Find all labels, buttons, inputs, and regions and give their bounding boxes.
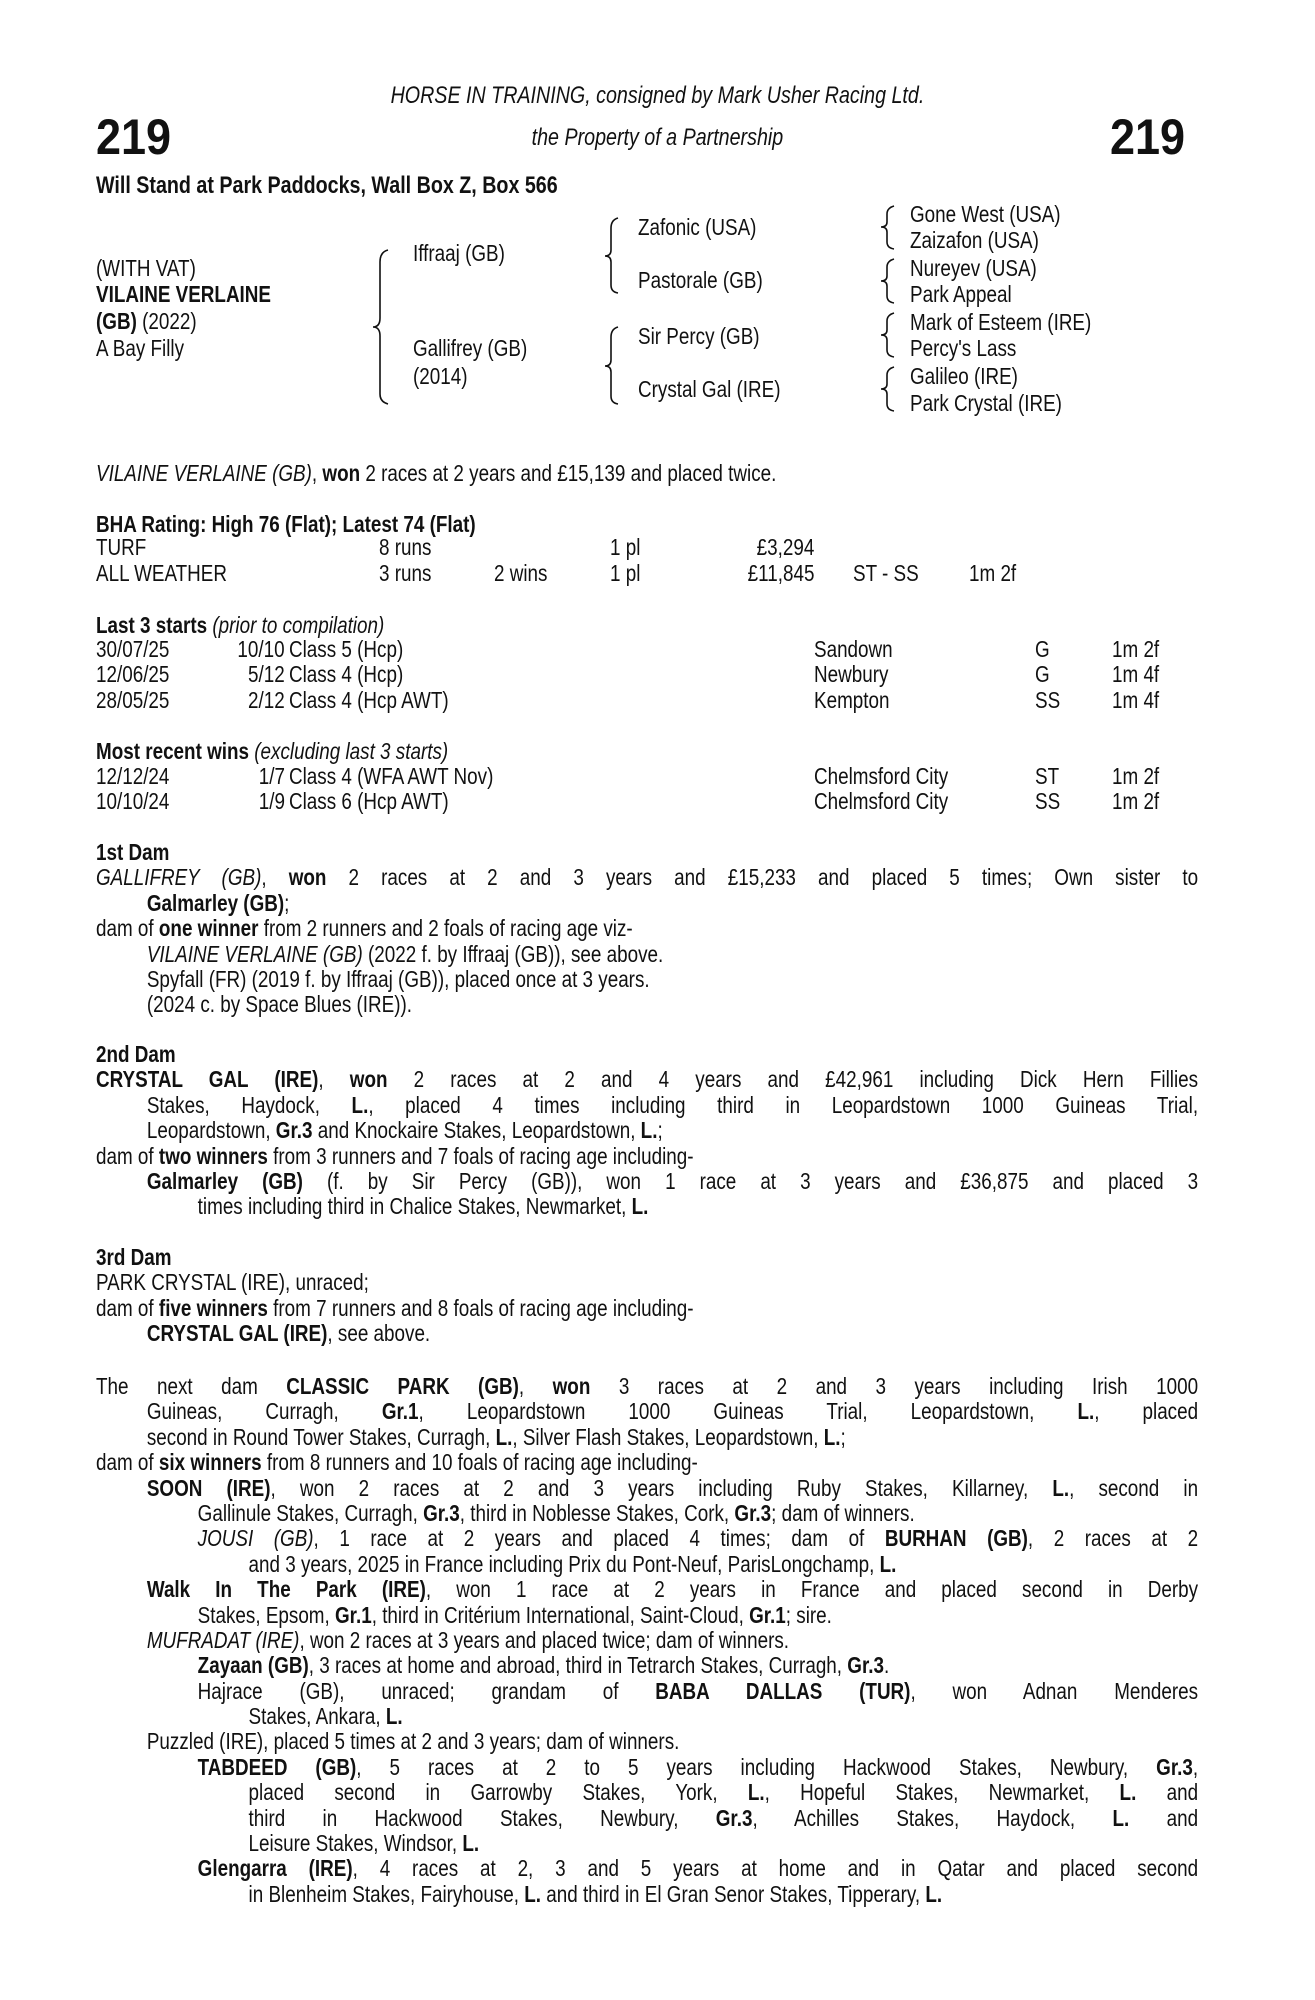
bold-text: L. bbox=[351, 1092, 369, 1118]
recent-wins-title: Most recent wins bbox=[96, 738, 250, 764]
grandparent-ancestor bbox=[910, 363, 1042, 389]
text-line bbox=[96, 1856, 1198, 1881]
grandparent-ancestor bbox=[910, 201, 1094, 227]
stand-location-text: Will Stand at Park Paddocks, Wall Box Z, Box 566 bbox=[96, 172, 558, 199]
table-row bbox=[0, 637, 1315, 662]
brace-icon bbox=[373, 250, 388, 404]
text: , Hopeful Stakes, Newmarket, bbox=[764, 1780, 1120, 1806]
last3-title: Last 3 starts bbox=[96, 612, 208, 638]
bold-text: Gr.3 bbox=[275, 1117, 313, 1144]
bold-text: six winners bbox=[158, 1449, 262, 1476]
text: dam of bbox=[96, 915, 159, 942]
text-line bbox=[96, 1577, 1198, 1602]
text-line bbox=[96, 1679, 1198, 1704]
race-summary bbox=[96, 460, 926, 486]
text-line bbox=[96, 1653, 1198, 1678]
vendor-text: the Property of a Partnership bbox=[531, 124, 784, 151]
family-section bbox=[96, 1042, 1198, 1220]
dam bbox=[413, 335, 552, 361]
text-line bbox=[96, 1144, 1198, 1169]
dam-year bbox=[413, 363, 479, 389]
table-cell: 8 runs bbox=[379, 534, 432, 561]
text: ; dam of winners. bbox=[771, 1499, 915, 1526]
last3-note: (prior to compilation) bbox=[207, 612, 385, 638]
table-cell: 1/9 bbox=[258, 788, 285, 815]
table-cell: 1/7 bbox=[258, 763, 285, 790]
text: 2 races at 2 and 4 years and £42,961 including Dick Hern Fillies bbox=[387, 1067, 1199, 1093]
bold-text: Gr.3 bbox=[423, 1499, 460, 1526]
section-title: 2nd Dam bbox=[96, 1041, 176, 1067]
text: , third in Critérium International, Saint-Cloud, bbox=[371, 1601, 750, 1628]
recent-wins-heading bbox=[96, 738, 525, 764]
lot-number-text: 219 bbox=[1110, 109, 1186, 165]
bold-text: two winners bbox=[158, 1142, 268, 1169]
bold-text: L. bbox=[879, 1550, 897, 1577]
text-line bbox=[96, 1831, 1198, 1856]
bold-text: TABDEED (GB) bbox=[197, 1754, 357, 1780]
summary-separator: , bbox=[311, 460, 323, 486]
text: from 8 runners and 10 foals of racing age including- bbox=[261, 1449, 698, 1476]
text: Guineas, Curragh, bbox=[146, 1399, 382, 1425]
table-cell: 2/12 bbox=[248, 687, 285, 714]
bold-text: Zayaan (GB) bbox=[197, 1652, 309, 1679]
bold-text: one winner bbox=[158, 915, 259, 942]
text: , placed bbox=[1094, 1399, 1199, 1425]
bold-text: Galmarley (GB) bbox=[146, 889, 285, 916]
sire-dam-text: Pastorale (GB) bbox=[638, 267, 763, 293]
text-line bbox=[96, 891, 1198, 916]
table-cell: ST bbox=[1035, 763, 1060, 790]
text-line bbox=[96, 1450, 1198, 1475]
text: in Blenheim Stakes, Fairyhouse, bbox=[248, 1880, 525, 1907]
horse-country: (GB) bbox=[96, 308, 137, 334]
text-line bbox=[96, 1501, 1198, 1526]
grandparent-ancestor bbox=[910, 281, 1034, 307]
table-cell: 12/12/24 bbox=[96, 763, 170, 790]
bold-text: Glengarra (IRE) bbox=[197, 1856, 353, 1882]
text: times including third in Chalice Stakes, Newmarket, bbox=[197, 1193, 632, 1220]
bha-rating bbox=[96, 511, 559, 537]
text: Puzzled (IRE), placed 5 times at 2 and 3 years; dam of winners. bbox=[146, 1728, 680, 1755]
dam-dam-text: Crystal Gal (IRE) bbox=[638, 376, 781, 402]
table-row bbox=[0, 662, 1315, 687]
text-line bbox=[96, 967, 1198, 992]
grandparent-ancestor bbox=[910, 309, 1131, 335]
text: ; bbox=[284, 889, 290, 916]
bold-text: L. bbox=[631, 1193, 649, 1220]
text-line bbox=[96, 865, 1198, 890]
bold-text: L. bbox=[385, 1703, 403, 1730]
text: dam of bbox=[96, 1142, 159, 1169]
bold-text: Gr.3 bbox=[1156, 1754, 1193, 1780]
text: (f. by Sir Percy (GB)), won 1 race at 3 years and £36,875 and placed 3 bbox=[302, 1168, 1199, 1194]
table-cell: 5/12 bbox=[248, 661, 285, 688]
text-line bbox=[96, 1093, 1198, 1118]
text-line bbox=[96, 1603, 1198, 1628]
table-cell: 1m 2f bbox=[1112, 788, 1160, 815]
text: , 5 races at 2 to 5 years including Hackwood Stakes, Newbury, bbox=[356, 1754, 1157, 1780]
text: PARK CRYSTAL (IRE), unraced; bbox=[96, 1269, 369, 1296]
italic-text: VILAINE VERLAINE (GB) bbox=[146, 940, 363, 967]
bold-text: L. bbox=[495, 1423, 513, 1450]
bold-text: CLASSIC PARK (GB) bbox=[286, 1374, 519, 1399]
bold-text: won bbox=[552, 1374, 591, 1399]
text: and third in El Gran Senor Stakes, Tipperary, bbox=[540, 1880, 926, 1907]
table-cell: 1m 2f bbox=[1112, 636, 1160, 663]
table-cell: 1 pl bbox=[610, 534, 641, 561]
grandparent-ancestor bbox=[910, 390, 1095, 416]
bold-text: Gr.1 bbox=[749, 1601, 786, 1628]
last3-heading bbox=[96, 612, 448, 638]
sire bbox=[413, 240, 525, 266]
bold-text: CRYSTAL GAL (IRE) bbox=[146, 1320, 328, 1347]
bold-text: L. bbox=[1052, 1475, 1070, 1501]
text-line bbox=[96, 1552, 1198, 1577]
text: and bbox=[1129, 1805, 1199, 1831]
table-cell: 3 runs bbox=[379, 560, 432, 587]
text: ; sire. bbox=[785, 1601, 832, 1628]
table-cell: 10/10 bbox=[237, 636, 285, 663]
table-cell: 2 wins bbox=[494, 560, 548, 587]
table-row bbox=[0, 764, 1315, 789]
recent-wins-note: (excluding last 3 starts) bbox=[249, 738, 449, 764]
text: (2022 f. by Iffraaj (GB)), see above. bbox=[362, 940, 664, 967]
bold-text: L. bbox=[640, 1117, 658, 1144]
text: Gallinule Stakes, Curragh, bbox=[197, 1499, 424, 1526]
text: , bbox=[318, 1067, 350, 1093]
table-cell: 1m 2f bbox=[1112, 763, 1160, 790]
table-cell: G bbox=[1035, 661, 1050, 688]
ancestor-name: Zaizafon (USA) bbox=[910, 227, 1039, 253]
text-line bbox=[96, 1882, 1198, 1907]
text-line bbox=[96, 1118, 1198, 1143]
table-cell: ALL WEATHER bbox=[96, 560, 228, 587]
family-section bbox=[96, 840, 1198, 1018]
text: and 3 years, 2025 in France including Prix du Pont-Neuf, ParisLongchamp, bbox=[248, 1550, 880, 1577]
table-cell: £3,294 bbox=[756, 534, 814, 561]
summary-horse-name: VILAINE VERLAINE (GB) bbox=[96, 460, 312, 486]
bold-text: CRYSTAL GAL (IRE) bbox=[96, 1067, 319, 1093]
horse-name-text: VILAINE VERLAINE bbox=[96, 281, 272, 307]
text: , second in bbox=[1069, 1475, 1199, 1501]
grandparent-ancestor bbox=[910, 335, 1040, 361]
brace-icon bbox=[881, 259, 894, 303]
bold-text: won bbox=[349, 1067, 388, 1093]
bold-text: Galmarley (GB) bbox=[146, 1168, 303, 1194]
text-line bbox=[96, 916, 1198, 941]
table-row bbox=[0, 688, 1315, 713]
family-section bbox=[96, 1374, 1198, 1907]
text: second in Round Tower Stakes, Curragh, bbox=[146, 1423, 496, 1450]
table-cell: SS bbox=[1035, 788, 1061, 815]
consignor-text: HORSE IN TRAINING, consigned by Mark Usher Racing Ltd. bbox=[390, 82, 925, 109]
table-cell: 10/10/24 bbox=[96, 788, 170, 815]
text-line bbox=[96, 1526, 1198, 1551]
ancestor-name: Gone West (USA) bbox=[910, 201, 1061, 227]
brace-icon bbox=[881, 313, 894, 357]
table-cell: Class 4 (WFA AWT Nov) bbox=[289, 763, 494, 790]
bold-text: L. bbox=[747, 1780, 765, 1806]
text: , won Adnan Menderes bbox=[910, 1678, 1199, 1704]
italic-text: MUFRADAT (IRE) bbox=[146, 1626, 300, 1653]
sire-sire-text: Zafonic (USA) bbox=[638, 214, 757, 240]
table-cell: 1m 4f bbox=[1112, 661, 1160, 688]
bold-text: L. bbox=[925, 1880, 943, 1907]
text: 3 races at 2 and 3 years including Irish 1000 bbox=[590, 1374, 1199, 1399]
table-cell: Sandown bbox=[814, 636, 893, 663]
text: , see above. bbox=[327, 1320, 431, 1347]
bold-text: L. bbox=[1119, 1780, 1137, 1806]
table-cell: Chelmsford City bbox=[814, 763, 949, 790]
text: Spyfall (FR) (2019 f. by Iffraaj (GB)), placed once at 3 years. bbox=[146, 965, 650, 992]
sire-text: Iffraaj (GB) bbox=[413, 240, 505, 266]
bold-text: L. bbox=[524, 1880, 541, 1907]
text: . bbox=[883, 1652, 890, 1679]
text-line bbox=[96, 1425, 1198, 1450]
bold-text: Gr.1 bbox=[381, 1399, 419, 1425]
text: ; bbox=[657, 1117, 663, 1144]
table-cell: £11,845 bbox=[747, 560, 814, 587]
text: , 3 races at home and abroad, third in Tetrarch Stakes, Curragh, bbox=[308, 1652, 848, 1679]
section-title: 3rd Dam bbox=[96, 1244, 172, 1270]
lot-number-text: 219 bbox=[96, 109, 172, 165]
bold-text: SOON (IRE) bbox=[146, 1475, 271, 1501]
text-line bbox=[96, 1476, 1198, 1501]
bold-text: L. bbox=[823, 1423, 841, 1450]
table-row bbox=[0, 535, 1315, 560]
grandparent-ancestor bbox=[910, 227, 1067, 253]
sire-sire bbox=[638, 214, 782, 240]
bold-text: Gr.1 bbox=[335, 1601, 372, 1628]
text: , 2 races at 2 bbox=[1027, 1526, 1199, 1552]
ancestor-name: Park Crystal (IRE) bbox=[910, 390, 1062, 416]
text: , won 2 races at 3 years and placed twice; dam of winners. bbox=[299, 1626, 790, 1653]
text: , won 2 races at 2 and 3 years including Ruby Stakes, Killarney, bbox=[270, 1475, 1053, 1501]
sire-dam bbox=[638, 267, 790, 293]
table-cell: Class 4 (Hcp AWT) bbox=[289, 687, 449, 714]
table-cell: Class 5 (Hcp) bbox=[289, 636, 404, 663]
text-line bbox=[96, 1270, 1198, 1295]
text-line bbox=[96, 1321, 1198, 1346]
text-line bbox=[96, 1399, 1198, 1424]
text-line bbox=[96, 1704, 1198, 1729]
text-line bbox=[96, 1374, 1198, 1399]
text: , bbox=[518, 1374, 553, 1399]
table-row bbox=[0, 789, 1315, 814]
text: Leisure Stakes, Windsor, bbox=[248, 1830, 463, 1857]
brace-icon bbox=[881, 206, 894, 249]
text-line bbox=[96, 942, 1198, 967]
table-cell: Class 6 (Hcp AWT) bbox=[289, 788, 449, 815]
bold-text: L. bbox=[1077, 1399, 1095, 1425]
dam-sire-text: Sir Percy (GB) bbox=[638, 323, 760, 349]
vat-text: (WITH VAT) bbox=[96, 255, 196, 281]
italic-text: JOUSI (GB) bbox=[197, 1526, 314, 1552]
bold-text: Gr.3 bbox=[734, 1499, 772, 1526]
text-line bbox=[96, 1755, 1198, 1780]
text: and bbox=[1136, 1780, 1199, 1806]
text: placed second in Garrowby Stakes, York, bbox=[248, 1780, 748, 1806]
section-title: 1st Dam bbox=[96, 839, 170, 865]
bold-text: Gr.3 bbox=[715, 1805, 753, 1831]
text: Stakes, Haydock, bbox=[146, 1092, 352, 1118]
dam-sire bbox=[638, 323, 786, 349]
text-line bbox=[96, 992, 1198, 1017]
bold-text: L. bbox=[1112, 1805, 1130, 1831]
table-cell: 1m 4f bbox=[1112, 687, 1160, 714]
text: dam of bbox=[96, 1294, 159, 1321]
bold-text: Walk In The Park (IRE) bbox=[146, 1577, 426, 1603]
text: Leopardstown, bbox=[146, 1117, 276, 1144]
text: , Leopardstown 1000 Guineas Trial, Leopardstown, bbox=[418, 1399, 1078, 1425]
table-cell: TURF bbox=[96, 534, 147, 561]
text: Stakes, Epsom, bbox=[197, 1601, 336, 1628]
dam-text: Gallifrey (GB) bbox=[413, 335, 528, 361]
text: third in Hackwood Stakes, Newbury, bbox=[248, 1805, 716, 1831]
table-cell: 12/06/25 bbox=[96, 661, 170, 688]
table-cell: 1 pl bbox=[610, 560, 641, 587]
text: , bbox=[261, 865, 289, 891]
text: ; bbox=[840, 1423, 846, 1450]
text: from 7 runners and 8 foals of racing age including- bbox=[267, 1294, 694, 1321]
text-line bbox=[96, 1729, 1198, 1754]
text-line bbox=[96, 1628, 1198, 1653]
table-row bbox=[0, 561, 1315, 586]
text-line bbox=[96, 1169, 1198, 1194]
text-line bbox=[96, 1296, 1198, 1321]
table-cell: Kempton bbox=[814, 687, 890, 714]
summary-won: won bbox=[322, 460, 361, 486]
text: , Silver Flash Stakes, Leopardstown, bbox=[512, 1423, 824, 1450]
bold-text: L. bbox=[462, 1830, 480, 1857]
bold-text: won bbox=[288, 865, 327, 891]
text: , third in Noblesse Stakes, Cork, bbox=[459, 1499, 735, 1526]
dam-dam bbox=[638, 376, 812, 402]
table-cell: SS bbox=[1035, 687, 1061, 714]
text: , bbox=[1192, 1754, 1199, 1780]
family-section bbox=[96, 1245, 1198, 1347]
text: Stakes, Ankara, bbox=[248, 1703, 386, 1730]
table-cell: ST - SS bbox=[853, 560, 919, 587]
text: and Knockaire Stakes, Leopardstown, bbox=[312, 1117, 641, 1144]
bold-text: BURHAN (GB) bbox=[884, 1526, 1028, 1552]
horse-year: (2022) bbox=[136, 308, 197, 334]
text: Hajrace (GB), unraced; grandam of bbox=[197, 1678, 656, 1704]
ancestor-name: Nureyev (USA) bbox=[910, 255, 1037, 281]
text-line bbox=[96, 1194, 1198, 1219]
text: 2 races at 2 and 3 years and £15,233 and placed 5 times; Own sister to bbox=[326, 865, 1199, 891]
table-cell: 1m 2f bbox=[969, 560, 1017, 587]
table-cell: 28/05/25 bbox=[96, 687, 170, 714]
ancestor-name: Mark of Esteem (IRE) bbox=[910, 309, 1092, 335]
ancestor-name: Park Appeal bbox=[910, 281, 1012, 307]
text: , won 1 race at 2 years in France and placed second in Derby bbox=[425, 1577, 1199, 1603]
text-line bbox=[96, 1806, 1198, 1831]
grandparent-ancestor bbox=[910, 255, 1065, 281]
text: (2024 c. by Space Blues (IRE)). bbox=[146, 991, 413, 1018]
bold-text: five winners bbox=[158, 1294, 268, 1321]
text-line bbox=[96, 1780, 1198, 1805]
text: from 2 runners and 2 foals of racing age viz- bbox=[258, 915, 633, 942]
text: The next dam bbox=[96, 1374, 287, 1399]
bold-text: Gr.3 bbox=[847, 1652, 884, 1679]
bold-text: BABA DALLAS (TUR) bbox=[655, 1678, 911, 1704]
text: , 1 race at 2 years and placed 4 times; dam of bbox=[313, 1526, 885, 1552]
horse-description-text: A Bay Filly bbox=[96, 335, 185, 361]
table-cell: G bbox=[1035, 636, 1050, 663]
dam-year-text: (2014) bbox=[413, 363, 468, 389]
brace-icon bbox=[605, 327, 618, 404]
italic-text: GALLIFREY (GB) bbox=[96, 865, 262, 891]
ancestor-name: Percy's Lass bbox=[910, 335, 1017, 361]
text: , placed 4 times including third in Leopardstown 1000 Guineas Trial, bbox=[368, 1092, 1199, 1118]
text-line bbox=[96, 1067, 1198, 1092]
brace-icon bbox=[605, 218, 618, 293]
ancestor-name: Galileo (IRE) bbox=[910, 363, 1018, 389]
text: dam of bbox=[96, 1449, 159, 1476]
text: , 4 races at 2, 3 and 5 years at home and in Qatar and placed second bbox=[352, 1856, 1199, 1882]
table-cell: 30/07/25 bbox=[96, 636, 170, 663]
bha-rating-text: BHA Rating: High 76 (Flat); Latest 74 (Flat) bbox=[96, 511, 476, 537]
summary-text: 2 races at 2 years and £15,139 and placed twice. bbox=[360, 460, 777, 486]
text: from 3 runners and 7 foals of racing age including- bbox=[267, 1142, 694, 1169]
table-cell: Class 4 (Hcp) bbox=[289, 661, 404, 688]
text: , Achilles Stakes, Haydock, bbox=[752, 1805, 1113, 1831]
table-cell: Chelmsford City bbox=[814, 788, 949, 815]
brace-icon bbox=[881, 367, 894, 411]
table-cell: Newbury bbox=[814, 661, 889, 688]
